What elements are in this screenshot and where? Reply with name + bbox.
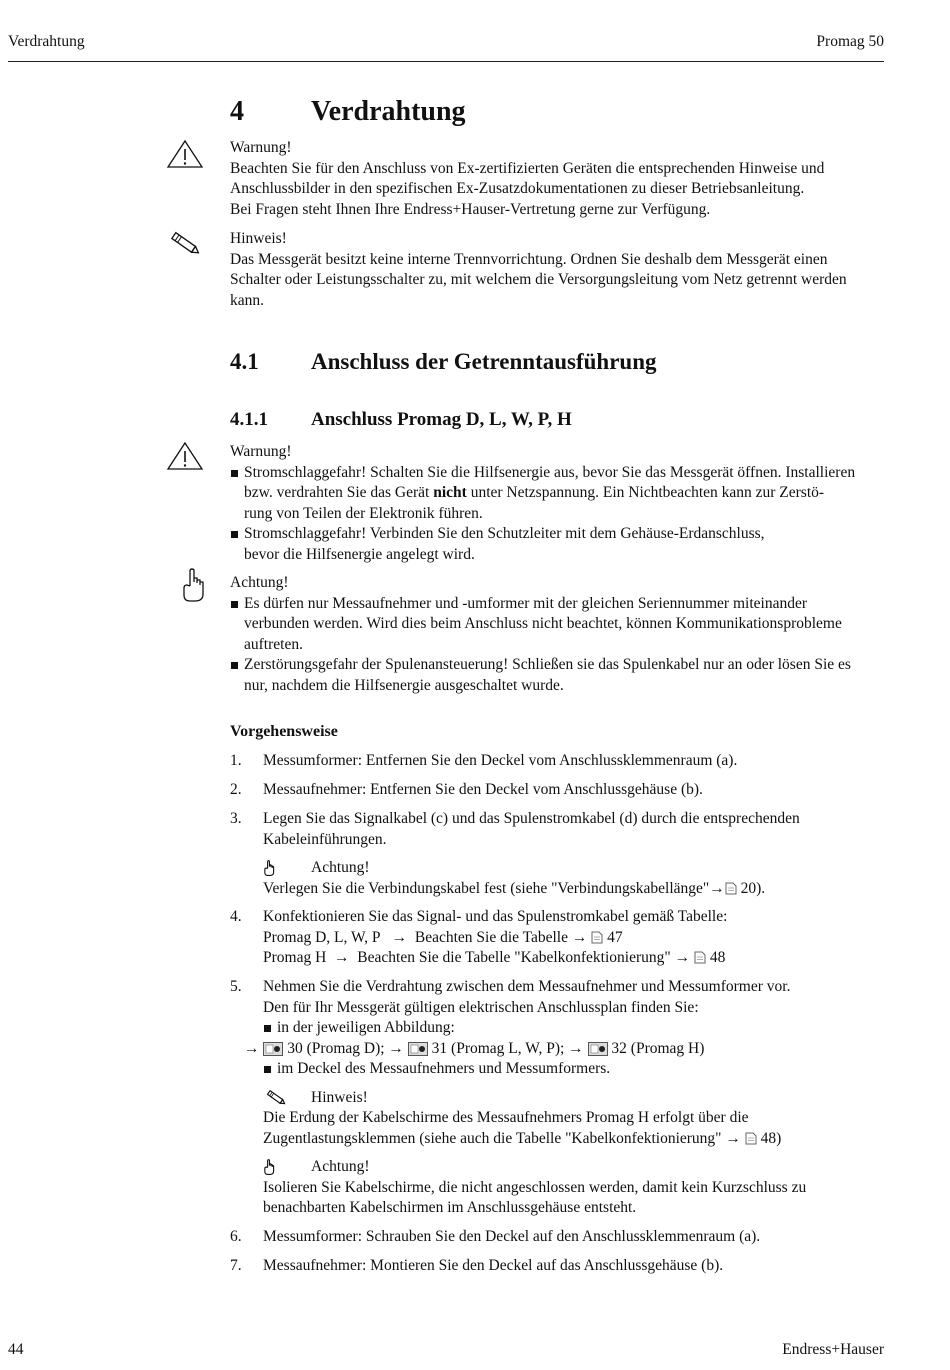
caution-text: benachbarten Kabelschirmen im Anschlussgehäuse entsteht.: [263, 1199, 637, 1216]
step-number: 5.: [230, 978, 242, 995]
subsection-heading: [230, 409, 572, 431]
chapter-title: Verdrahtung: [311, 96, 466, 127]
procedure-step-7: [230, 1256, 886, 1277]
note-text-line: Schalter oder Leistungsschalter zu, mit welchem die Versorgungsleitung vom Netz getrennt werden: [230, 271, 847, 288]
warning-text-line: Anschlussbilder in den spezifischen Ex-Zusatzdokumentationen zu dieser Betriebsanleitung.: [230, 180, 805, 197]
bullet-item: [263, 1059, 886, 1080]
step-number: 7.: [230, 1257, 242, 1274]
figure-reference-icon: [263, 1042, 283, 1056]
warning-label: Warnung!: [230, 443, 292, 460]
step-text: Messaufnehmer: Entfernen Sie den Deckel vom Anschlussgehäuse (b).: [263, 781, 703, 798]
bullet-line: Es dürfen nur Messaufnehmer und -umformer mit der gleichen Seriennummer miteinander: [244, 594, 807, 612]
bullet-line: im Deckel des Messaufnehmers und Messumformers.: [277, 1060, 611, 1077]
bullet-item: [230, 463, 886, 525]
text-span: 48: [705, 949, 726, 966]
footer-brand: Endress+Hauser: [782, 1341, 884, 1358]
step-number: 4.: [230, 908, 242, 925]
text-span: Promag H → Beachten Sie die Tabelle "Kabelkonfektionierung" →: [263, 949, 694, 966]
warning-text-line: Beachten Sie für den Anschluss von Ex-zertifizierten Geräten die entsprechenden Hinweise und: [230, 159, 825, 177]
pencil-note-icon: [263, 1089, 311, 1107]
procedure-step-5: [230, 977, 886, 1219]
bullet-line: [244, 483, 886, 504]
step-text: Messaufnehmer: Montieren Sie den Deckel auf das Anschlussgehäuse (b).: [263, 1257, 724, 1274]
bullet-item: [230, 524, 886, 565]
text-span: Promag D, L, W, P → Beachten Sie die Tabelle →: [263, 928, 592, 946]
page-header: [8, 31, 884, 62]
hand-caution-icon: [180, 568, 206, 604]
step-text: Nehmen Sie die Verdrahtung zwischen dem Messaufnehmer und Messumformer vor.: [263, 978, 791, 995]
bullet-line: bevor die Hilfsenergie angelegt wird.: [244, 545, 475, 563]
caution-header: [263, 858, 886, 879]
bold-text: nicht: [433, 484, 467, 501]
caution-label: Achtung!: [311, 1158, 370, 1175]
note-text: [263, 1129, 886, 1150]
caution-label: Achtung!: [230, 574, 289, 591]
page-reference-icon: [591, 931, 603, 944]
caution-label: Achtung!: [311, 859, 370, 876]
chapter-heading: [230, 96, 466, 128]
note-text-line: kann.: [230, 291, 265, 309]
step-text: Legen Sie das Signalkabel (c) und das Spulenstromkabel (d) durch die entsprechenden: [263, 810, 800, 827]
bullet-line: nur, nachdem die Hilfsenergie ausgeschaltet wurde.: [244, 676, 564, 694]
text-span: 30 (Promag D); →: [283, 1039, 408, 1057]
note-label: Hinweis!: [311, 1088, 368, 1106]
text-span: 20).: [736, 879, 766, 897]
text-span: Verlegen Sie die Verbindungskabel fest (siehe "Verbindungskabellänge"→: [263, 879, 725, 897]
step-caution: [263, 858, 886, 899]
warning-icon: [165, 440, 205, 472]
section-heading: [230, 349, 657, 375]
note-block-1: [230, 229, 886, 311]
procedure-title: Vorgehensweise: [230, 723, 338, 740]
figure-reference-icon: [408, 1042, 428, 1056]
note-label: Hinweis!: [230, 230, 287, 247]
bullet-line: verbunden werden. Wird dies beim Anschluss nicht beachtet, können Kommunikationsprobleme: [244, 615, 842, 632]
text-span: 48): [756, 1129, 782, 1147]
caution-text: Isolieren Sie Kabelschirme, die nicht angeschlossen werden, damit kein Kurzschluss zu: [263, 1178, 807, 1196]
step-text: Messumformer: Entfernen Sie den Deckel vom Anschlussklemmenraum (a).: [263, 752, 738, 769]
figure-references: [230, 1039, 886, 1060]
note-text-line: Das Messgerät besitzt keine interne Trennvorrichtung. Ordnen Sie deshalb dem Messgerät einen: [230, 250, 828, 268]
chapter-number: 4: [230, 96, 244, 127]
bullet-line: in der jeweiligen Abbildung:: [277, 1019, 455, 1036]
section-title: Anschluss der Getrenntausführung: [311, 349, 657, 374]
step-number: 1.: [230, 752, 242, 769]
page-number: 44: [8, 1341, 24, 1358]
section-number: 4.1: [230, 349, 259, 374]
procedure-step-4: [230, 907, 886, 969]
page-reference-icon: [745, 1132, 757, 1145]
step-number: 3.: [230, 810, 242, 827]
step-text: [263, 928, 886, 949]
warning-icon: [165, 138, 205, 170]
bullet-line: Stromschlaggefahr! Verbinden Sie den Schutzleiter mit dem Gehäuse-Erdanschluss,: [244, 525, 765, 542]
step-caution: [263, 1157, 886, 1219]
text-span: →: [244, 1039, 264, 1057]
hand-caution-icon: [263, 860, 311, 877]
bullet-line: auftreten.: [244, 635, 303, 653]
note-text: Die Erdung der Kabelschirme des Messaufnehmers Promag H erfolgt über die: [263, 1109, 749, 1126]
subsection-title: Anschluss Promag D, L, W, P, H: [311, 409, 572, 430]
caution-header: [263, 1157, 886, 1178]
step-text: Konfektionieren Sie das Signal- und das Spulenstromkabel gemäß Tabelle:: [263, 908, 728, 925]
text-span: bzw. verdrahten Sie das Gerät: [244, 484, 434, 501]
pencil-note-icon: [165, 230, 205, 258]
caution-text: [263, 879, 886, 900]
text-span: 47: [603, 928, 623, 946]
bullet-line: Zerstörungsgefahr der Spulenansteuerung! Schließen sie das Spulenkabel nur an oder lösen Sie es: [244, 656, 851, 673]
page-reference-icon: [725, 882, 737, 895]
step-number: 6.: [230, 1228, 242, 1245]
bullet-line: rung von Teilen der Elektronik führen.: [244, 504, 483, 522]
subsection-number: 4.1.1: [230, 409, 268, 430]
procedure-step-3: [230, 809, 886, 899]
step-text: Messumformer: Schrauben Sie den Deckel auf den Anschlussklemmenraum (a).: [263, 1228, 761, 1245]
step-text: Kabeleinführungen.: [263, 830, 387, 848]
figure-reference-icon: [588, 1042, 608, 1056]
note-header: [263, 1088, 886, 1109]
text-span: unter Netzspannung. Ein Nichtbeachten kann zur Zerstö-: [466, 484, 825, 501]
page-reference-icon: [694, 951, 706, 964]
warning-block-1: [230, 138, 886, 220]
bullet-item: [263, 1018, 886, 1039]
text-span: 32 (Promag H): [607, 1039, 705, 1057]
bullet-item: [230, 655, 886, 696]
text-span: 31 (Promag L, W, P); →: [427, 1039, 588, 1057]
warning-text-line: Bei Fragen steht Ihnen Ihre Endress+Hauser-Vertretung gerne zur Verfügung.: [230, 200, 711, 218]
procedure-step-6: [230, 1227, 886, 1248]
header-product-name: Promag 50: [816, 33, 884, 50]
step-text: [263, 948, 886, 969]
step-text: Den für Ihr Messgerät gültigen elektrischen Anschlussplan finden Sie:: [263, 998, 699, 1016]
text-span: Zugentlastungsklemmen (siehe auch die Tabelle "Kabelkonfektionierung" →: [263, 1129, 745, 1147]
warning-block-2: [230, 442, 886, 565]
warning-label: Warnung!: [230, 139, 292, 156]
procedure-step-2: [230, 780, 886, 801]
hand-caution-icon: [263, 1159, 311, 1176]
step-note: [263, 1088, 886, 1150]
bullet-line: Stromschlaggefahr! Schalten Sie die Hilfsenergie aus, bevor Sie das Messgerät öffnen. Installieren: [244, 463, 856, 481]
header-section-title: Verdrahtung: [8, 33, 85, 50]
step-number: 2.: [230, 781, 242, 798]
procedure-step-1: [230, 751, 886, 772]
caution-block-1: [230, 573, 886, 696]
bullet-item: [230, 594, 886, 656]
